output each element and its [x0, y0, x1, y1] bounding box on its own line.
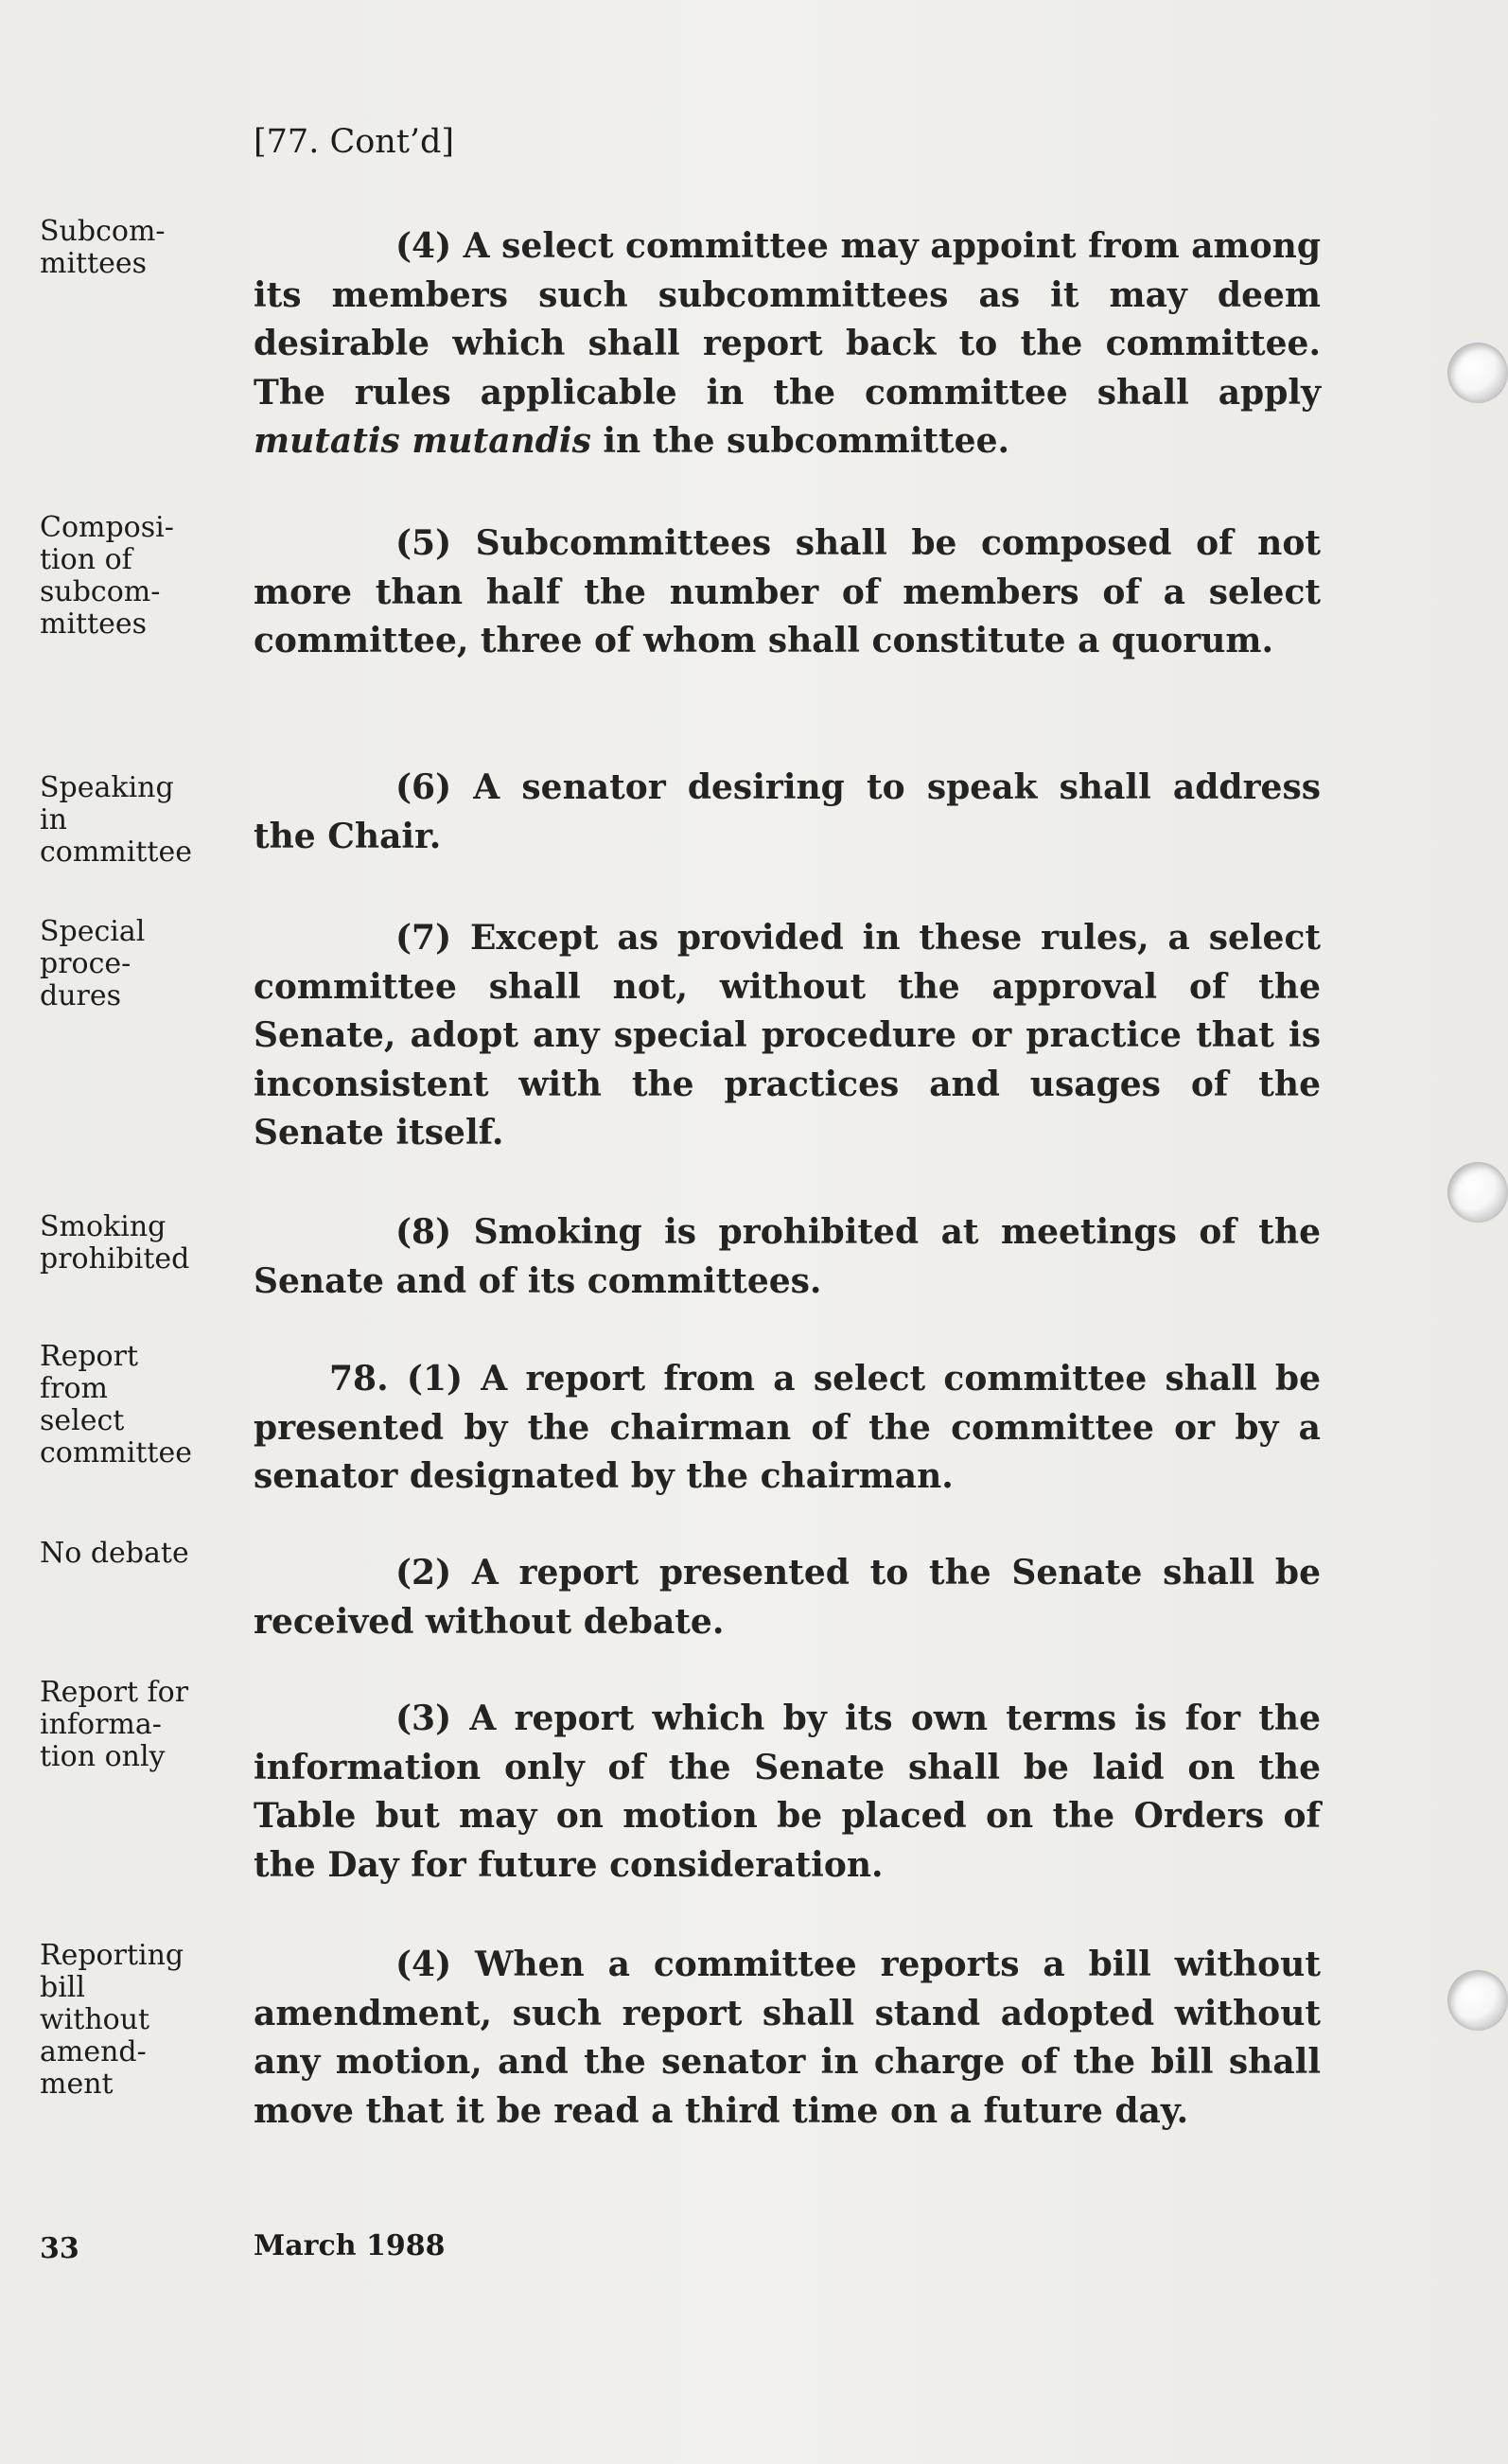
marginal-note: Subcom- mittees [40, 215, 166, 280]
page-number: 33 [40, 2232, 79, 2265]
paragraph: 78. (1) A report from a select committee shall be presented by the chairman of the committee or by a senator designated by the chairman. [254, 1359, 1321, 1496]
marginal-note: Special proce- dures [40, 915, 146, 1012]
paragraph: (2) A report presented to the Senate shall be received without debate. [254, 1553, 1321, 1642]
marginal-note: Composi- tion of subcom- mittees [40, 511, 174, 641]
marginal-note: Report for informa- tion only [40, 1676, 189, 1773]
paragraph: (5) Subcommittees shall be composed of not more than half the number of members of a select committee, three of whom shall constitute a quorum. [254, 523, 1321, 660]
paragraph: (4) When a committee reports a bill without amendment, such report shall stand adopted without any motion, and the senator in charge of the bill shall move that it be read a third time on a future day. [254, 1945, 1321, 2131]
rule-number: 78. [329, 1359, 389, 1399]
binder-hole [1447, 1162, 1508, 1223]
publication-date: March 1988 [254, 2229, 446, 2262]
paragraph: (4) A select committee may appoint from among its members such subcommittees as it may deem desirable which shall report back to the committee. The rules applicable in the committee shall apply mutatis mutandis in the subcommittee. [254, 226, 1321, 461]
paragraph: (6) A senator desiring to speak shall address the Chair. [254, 767, 1321, 856]
marginal-note: No debate [40, 1537, 189, 1570]
binder-hole [1447, 1970, 1508, 2031]
marginal-note: Smoking prohibited [40, 1210, 190, 1276]
marginal-note: Reporting bill without amend- ment [40, 1939, 184, 2101]
binder-hole [1447, 343, 1508, 403]
paragraph: (3) A report which by its own terms is for the information only of the Senate shall be laid on the Table but may on motion be placed on the Orders of the Day for future consideration. [254, 1698, 1321, 1885]
continued-heading: [77. Cont’d] [254, 123, 455, 161]
marginal-note: Report from select committee [40, 1340, 192, 1470]
paragraph: (7) Except as provided in these rules, a select committee shall not, without the approval of the Senate, adopt any special procedure or practice that is inconsistent with the practices and usages of the Senate itself. [254, 918, 1321, 1153]
marginal-note: Speaking in committee [40, 771, 192, 869]
paragraph: (8) Smoking is prohibited at meetings of the Senate and of its committees. [254, 1212, 1321, 1301]
